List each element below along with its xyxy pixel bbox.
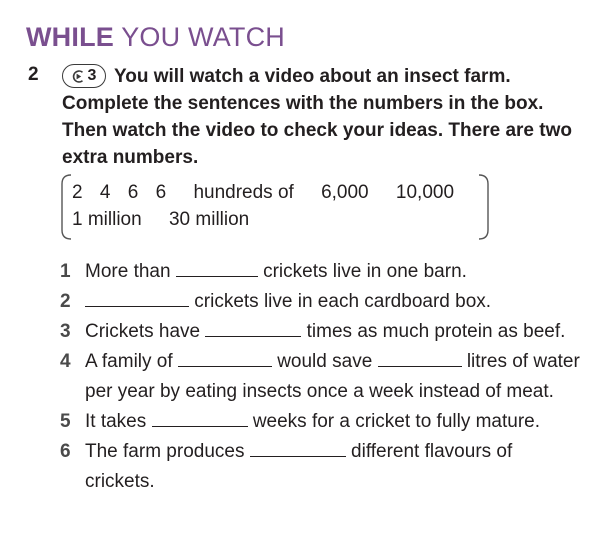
item-text: More than <box>85 261 176 282</box>
box-right-bracket <box>478 174 490 240</box>
answer-blank[interactable] <box>378 347 462 367</box>
answer-blank[interactable] <box>152 407 248 427</box>
item-number: 5 <box>60 411 71 432</box>
box-left-bracket <box>60 174 72 240</box>
sentence-item <box>60 317 580 347</box>
box-number: hundreds of <box>193 182 294 203</box>
box-number: 6 <box>127 182 139 203</box>
box-number: 4 <box>99 182 111 203</box>
exercise-number: 2 <box>28 64 39 85</box>
box-number: 6 <box>155 182 167 203</box>
audio-track-number: 3 <box>87 67 97 84</box>
item-number: 2 <box>60 291 71 312</box>
item-text: crickets live in one barn. <box>263 261 467 282</box>
answer-blank[interactable] <box>250 437 346 457</box>
sentence-item <box>60 287 580 317</box>
item-number: 6 <box>60 441 71 462</box>
item-number: 3 <box>60 321 71 342</box>
box-number: 30 million <box>168 209 250 230</box>
answer-blank[interactable] <box>205 317 301 337</box>
item-number: 4 <box>60 351 71 372</box>
answer-blank[interactable] <box>176 257 258 277</box>
answer-blank[interactable] <box>178 347 272 367</box>
number-box <box>60 174 490 240</box>
item-text: The farm produces <box>85 441 250 462</box>
section-heading <box>26 22 285 53</box>
item-text: crickets live in each cardboard box. <box>194 291 492 312</box>
instructions-line-1: You will watch a video about an insect farm. <box>114 66 511 87</box>
box-number: 6,000 <box>321 182 369 203</box>
answer-blank[interactable] <box>85 287 189 307</box>
item-text: weeks for a cricket to fully mature. <box>252 411 541 432</box>
box-number: 10,000 <box>395 182 455 203</box>
sentence-item <box>60 407 580 437</box>
sentence-item <box>60 437 580 497</box>
item-text: different flavours of crickets. <box>85 441 513 492</box>
box-row-2 <box>72 209 261 231</box>
section-heading-bold: WHILE <box>26 22 114 52</box>
instructions-rest: Complete the sentences with the numbers in the box. Then watch the video to check your ideas. There are two extra numbers. <box>62 93 572 168</box>
item-text: would save <box>277 351 378 372</box>
item-text: A family of <box>85 351 178 372</box>
box-number: 2 <box>72 182 83 203</box>
item-text: Crickets have <box>85 321 206 342</box>
sentence-list <box>60 257 580 497</box>
box-row-1 <box>72 182 466 204</box>
item-number: 1 <box>60 261 71 282</box>
box-number: 1 million <box>72 209 142 230</box>
section-heading-rest: YOU WATCH <box>114 22 286 52</box>
exercise-instructions <box>62 63 572 171</box>
item-text: litres of water per year by eating insects once a week instead of meat. <box>85 351 580 402</box>
sentence-item <box>60 347 580 407</box>
item-text: It takes <box>85 411 152 432</box>
item-text: times as much protein as beef. <box>306 321 566 342</box>
sentence-item <box>60 257 580 287</box>
